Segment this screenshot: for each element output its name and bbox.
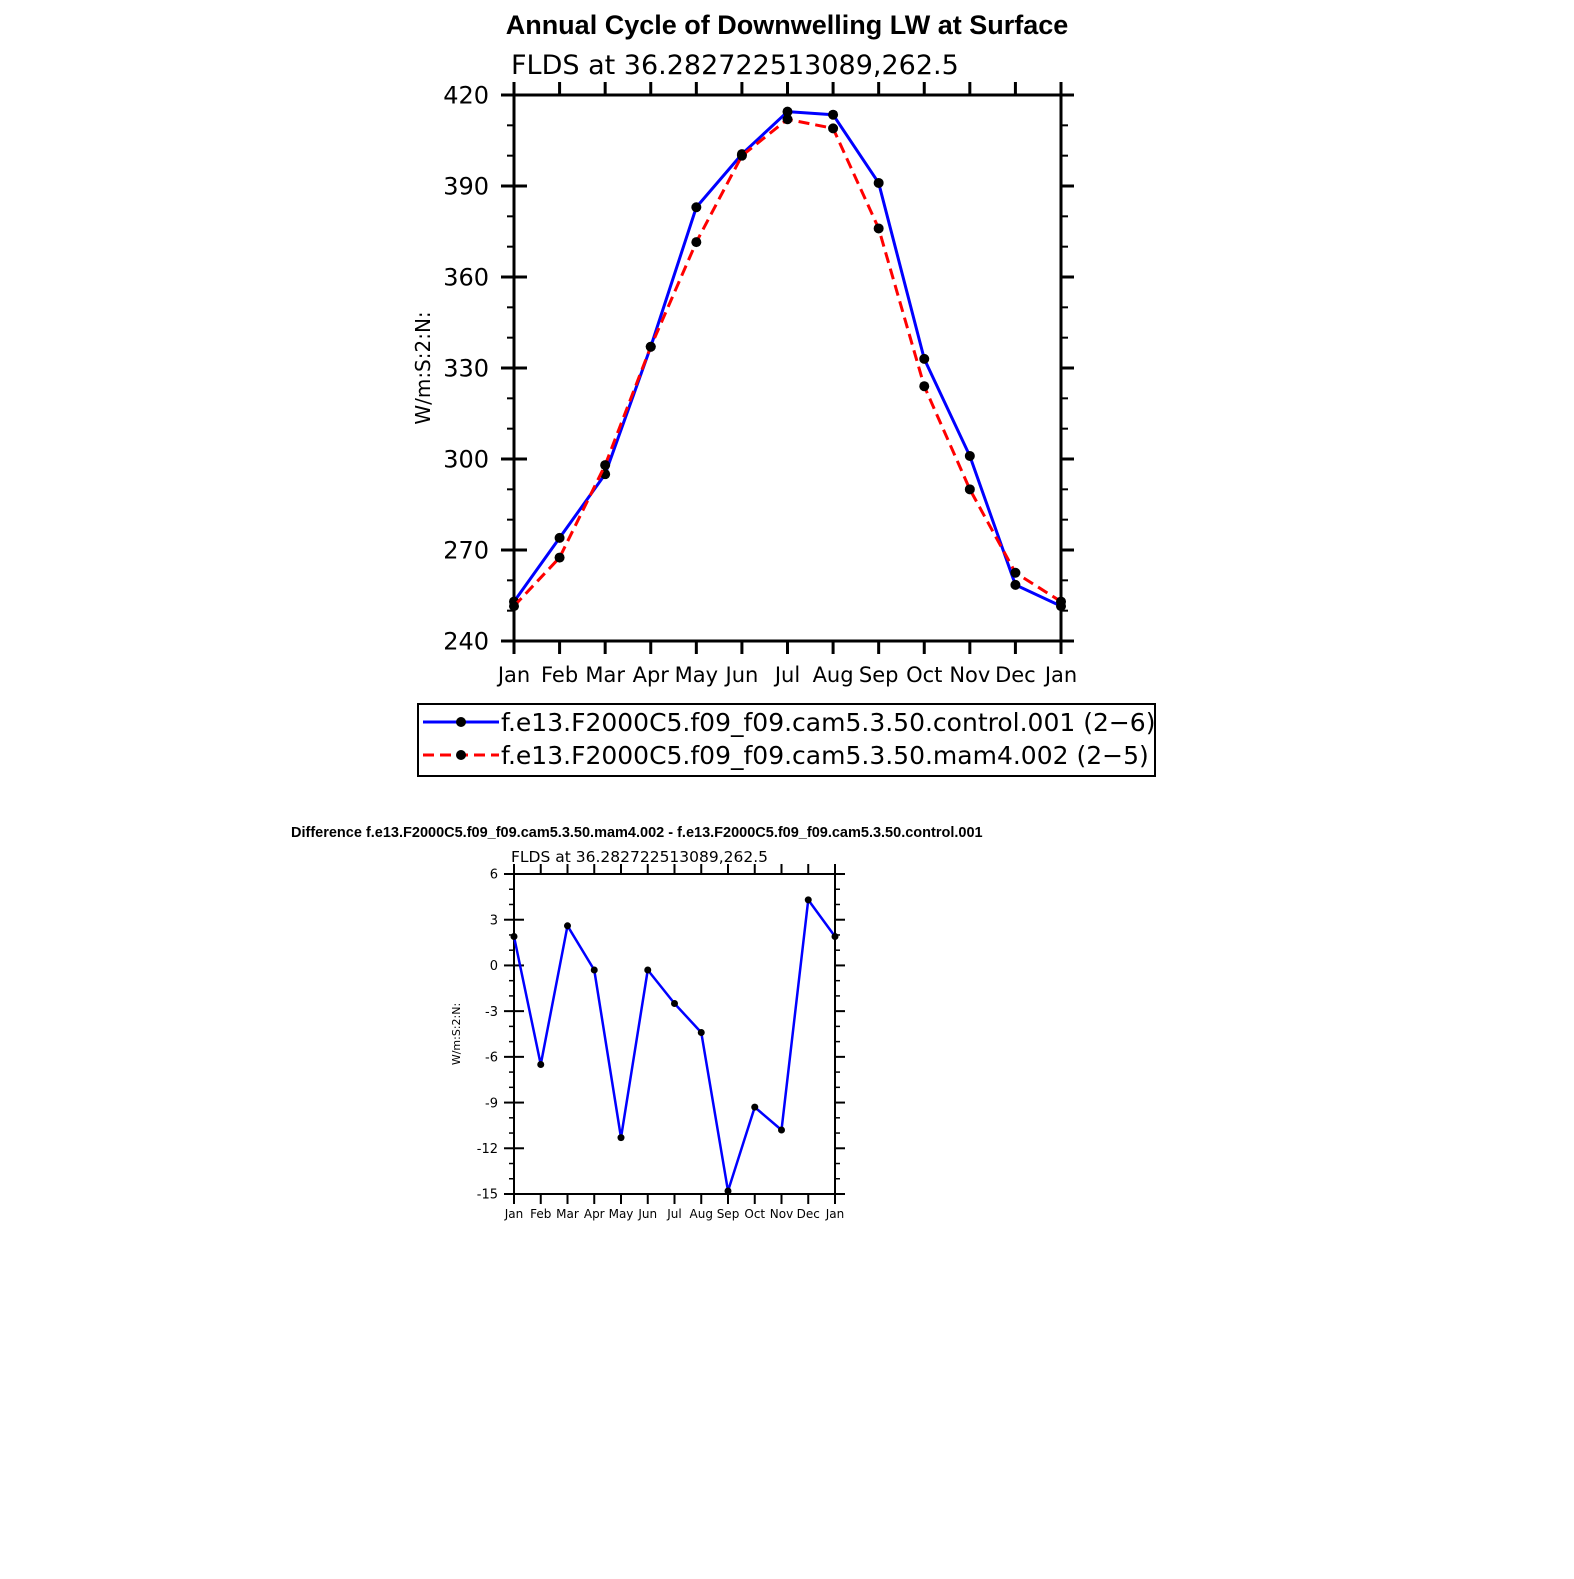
y-tick-label: 330 (443, 354, 489, 383)
x-tick-label: Dec (995, 663, 1036, 687)
series-1-point (805, 896, 812, 903)
y-tick-label: -15 (476, 1187, 498, 1203)
chart2-subtitle: FLDS at 36.282722513089,262.5 (511, 848, 769, 866)
y-axis-label: W/m:S:2:N: (411, 311, 435, 425)
legend-marker-1 (456, 717, 466, 727)
series-1-point (698, 1029, 705, 1036)
x-tick-label: Aug (689, 1207, 713, 1221)
y-axis-label: W/m:S:2:N: (450, 1002, 463, 1066)
series-1-point (778, 1127, 785, 1134)
series-1-point (555, 533, 565, 543)
x-tick-label: Oct (906, 663, 943, 687)
series-1-point (1010, 580, 1020, 590)
series-1-point (874, 178, 884, 188)
x-tick-label: Feb (540, 663, 579, 687)
series-2-point (783, 114, 793, 124)
series-1-point (671, 1000, 678, 1007)
x-tick-label: Jan (497, 663, 531, 687)
chart1-plot (411, 82, 1155, 776)
y-tick-label: 3 (489, 913, 498, 929)
y-tick-label: 270 (443, 536, 489, 565)
legend-label-1: f.e13.F2000C5.f09_f09.cam5.3.50.control.001 (2−6) (501, 708, 1156, 737)
y-tick-label: 300 (443, 445, 489, 474)
plot-frame (514, 95, 1061, 641)
series-2-line (514, 119, 1061, 606)
x-tick-label: May (608, 1207, 634, 1221)
series-1-point (965, 451, 975, 461)
x-tick-label: Jun (725, 663, 759, 687)
x-tick-label: Jul (774, 663, 801, 687)
series-2-point (691, 237, 701, 247)
y-tick-label: 420 (443, 81, 489, 110)
series-2-point (1010, 568, 1020, 578)
series-1-point (511, 933, 518, 940)
x-tick-label: Sep (858, 663, 899, 687)
series-2-point (600, 460, 610, 470)
chart1-subtitle: FLDS at 36.282722513089,262.5 (511, 50, 959, 81)
y-tick-label: 240 (443, 627, 489, 656)
legend-marker-2 (456, 750, 466, 760)
x-tick-label: Feb (530, 1207, 552, 1221)
legend (418, 704, 1155, 776)
x-tick-label: Dec (796, 1207, 820, 1221)
plot-frame (514, 874, 835, 1194)
series-1-line (514, 900, 835, 1191)
chart2-plot (450, 864, 845, 1221)
y-tick-label: -9 (485, 1096, 498, 1112)
x-tick-label: Jun (638, 1207, 658, 1221)
y-tick-label: 360 (443, 263, 489, 292)
series-2-point (646, 342, 656, 352)
series-2-point (874, 223, 884, 233)
x-tick-label: May (674, 663, 719, 687)
x-tick-label: Nov (769, 1207, 794, 1221)
y-tick-label: 390 (443, 172, 489, 201)
chart1-title: Annual Cycle of Downwelling LW at Surface (505, 10, 1069, 40)
y-tick-label: -12 (476, 1141, 498, 1157)
series-2-point (919, 381, 929, 391)
series-2-point (1056, 597, 1066, 607)
x-tick-label: Jan (504, 1207, 524, 1221)
series-2-point (828, 123, 838, 133)
x-tick-label: Sep (716, 1207, 740, 1221)
series-1-point (828, 110, 838, 120)
x-tick-label: Jan (825, 1207, 845, 1221)
chart2-title: Difference f.e13.F2000C5.f09_f09.cam5.3.50.mam4.002 - f.e13.F2000C5.f09_f09.cam5.3.50.control.001 (291, 825, 983, 841)
x-tick-label: Aug (812, 663, 854, 687)
x-tick-label: Oct (744, 1207, 766, 1221)
series-2-point (555, 553, 565, 563)
series-2-point (737, 151, 747, 161)
x-tick-label: Jul (667, 1207, 682, 1221)
x-tick-label: Mar (556, 1207, 579, 1221)
y-tick-label: 0 (489, 959, 498, 975)
series-1-point (618, 1134, 625, 1141)
x-tick-label: Nov (949, 663, 991, 687)
series-2-point (965, 484, 975, 494)
y-tick-label: -3 (485, 1004, 498, 1020)
series-1-point (919, 354, 929, 364)
y-tick-label: -6 (485, 1050, 498, 1066)
series-1-point (537, 1061, 544, 1068)
series-1-point (564, 922, 571, 929)
series-1-point (644, 967, 651, 974)
series-2-point (509, 601, 519, 611)
series-1-point (691, 202, 701, 212)
series-1-point (832, 933, 839, 940)
legend-label-2: f.e13.F2000C5.f09_f09.cam5.3.50.mam4.002 (2−5) (501, 741, 1149, 770)
series-1-line (514, 112, 1061, 606)
series-1-point (751, 1104, 758, 1111)
x-tick-label: Apr (583, 1207, 605, 1221)
x-tick-label: Apr (632, 663, 669, 687)
x-tick-label: Mar (585, 663, 625, 687)
x-tick-label: Jan (1044, 663, 1078, 687)
series-1-point (725, 1187, 732, 1194)
y-tick-label: 6 (489, 867, 498, 883)
series-1-point (591, 967, 598, 974)
